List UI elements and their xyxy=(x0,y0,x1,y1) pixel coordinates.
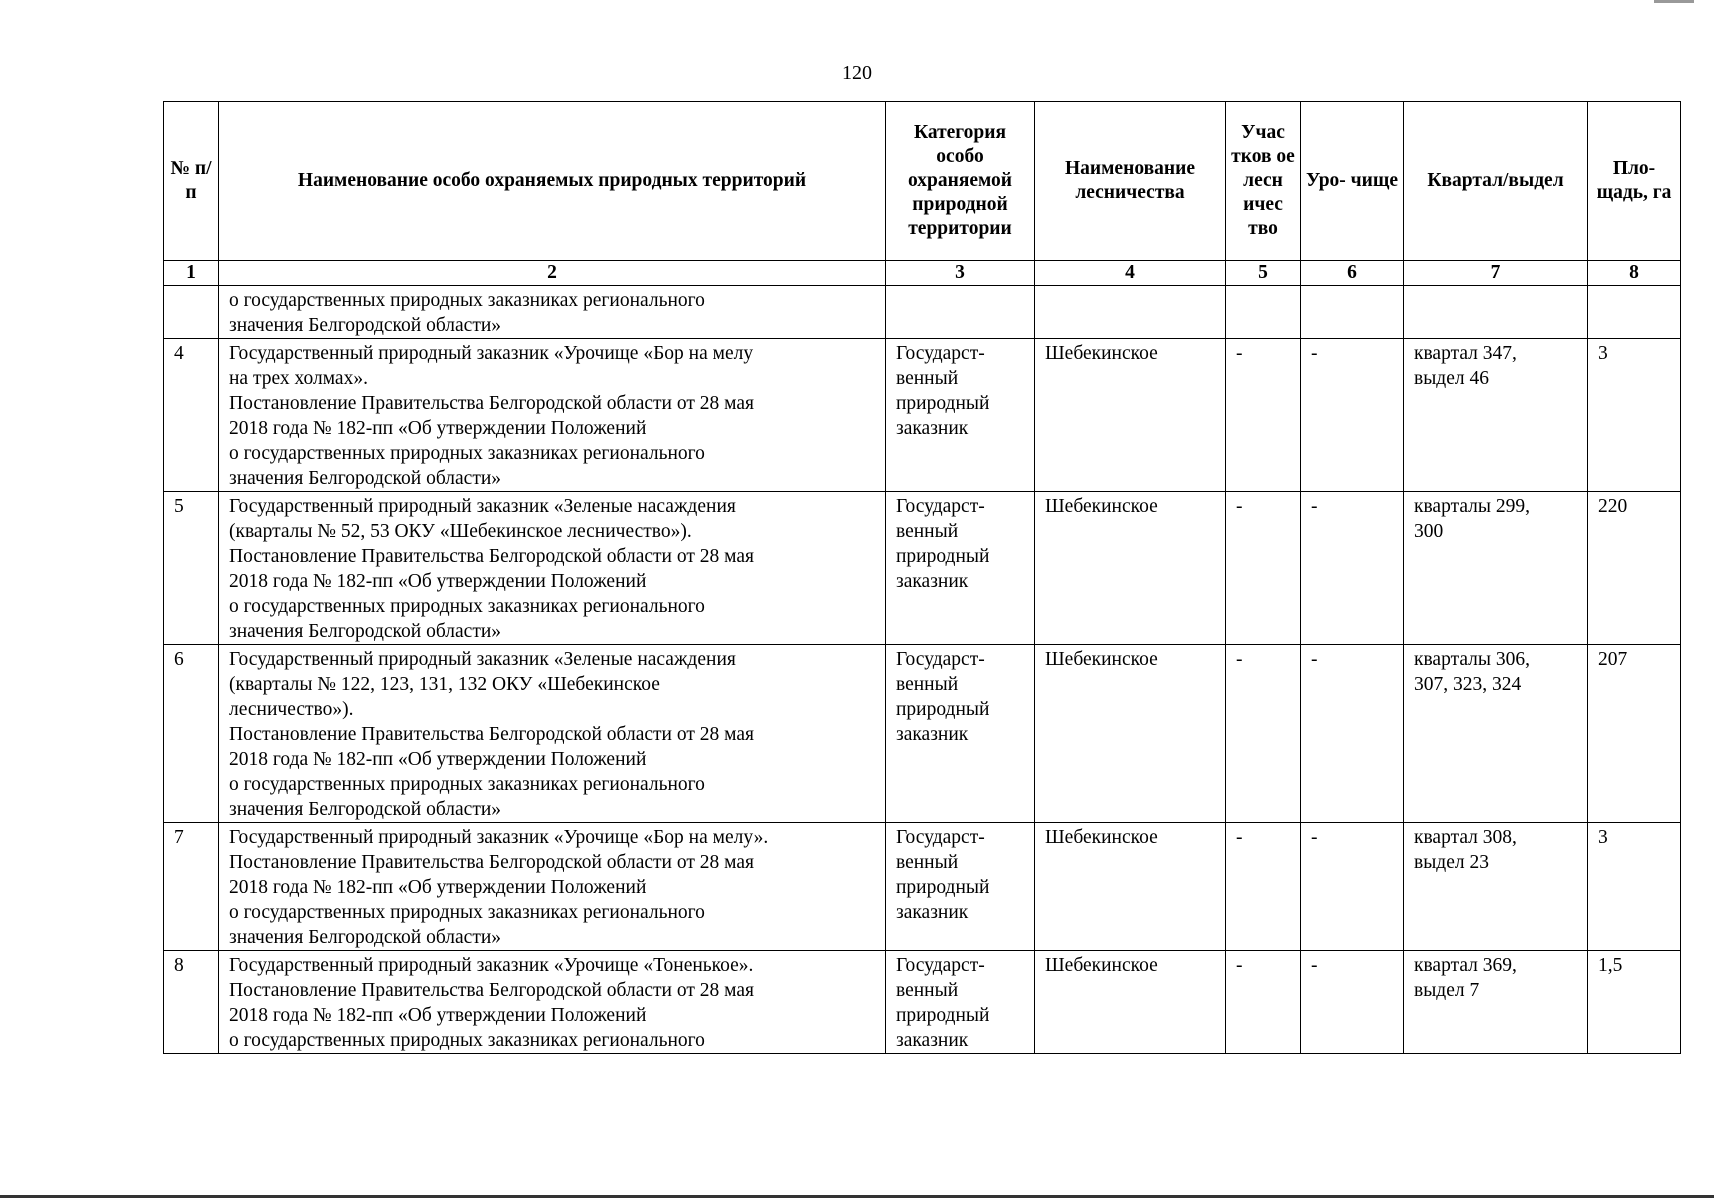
cell-tract: - xyxy=(1301,951,1404,1054)
cell-district: - xyxy=(1226,645,1301,823)
header-district-forestry: Учас тков ое лесн ичес тво xyxy=(1226,102,1301,261)
cell-name: Государственный природный заказник «Урочище «Бор на мелу на трех холмах». Постановление Правительства Белгородской области от 28 мая 2018 года № 182-пп «Об утверждении Положений о государственных природных заказниках регионального значения Белгородской области» xyxy=(219,339,886,492)
cell-quarter xyxy=(1404,286,1588,339)
header-category: Категория особо охраняемой природной территории xyxy=(886,102,1035,261)
cell-name: о государственных природных заказниках регионального значения Белгородской области» xyxy=(219,286,886,339)
column-number: 3 xyxy=(886,261,1035,286)
header-forestry: Наименование лесничества xyxy=(1035,102,1226,261)
cell-tract: - xyxy=(1301,339,1404,492)
cell-number: 8 xyxy=(164,951,219,1054)
column-number: 7 xyxy=(1404,261,1588,286)
cell-category: Государст- венный природный заказник xyxy=(886,492,1035,645)
column-number: 6 xyxy=(1301,261,1404,286)
cell-category xyxy=(886,286,1035,339)
cell-area: 220 xyxy=(1588,492,1681,645)
cell-forestry: Шебекинское xyxy=(1035,492,1226,645)
cell-quarter: квартал 308, выдел 23 xyxy=(1404,823,1588,951)
cell-category: Государст- венный природный заказник xyxy=(886,823,1035,951)
cell-forestry: Шебекинское xyxy=(1035,823,1226,951)
cell-area: 207 xyxy=(1588,645,1681,823)
table-row xyxy=(164,645,1681,823)
column-number: 8 xyxy=(1588,261,1681,286)
column-number: 4 xyxy=(1035,261,1226,286)
column-number: 1 xyxy=(164,261,219,286)
cell-category: Государст- венный природный заказник xyxy=(886,645,1035,823)
cell-name: Государственный природный заказник «Урочище «Тоненькое». Постановление Правительства Белгородской области от 28 мая 2018 года № 182-пп «Об утверждении Положений о государственных природных заказниках регионального xyxy=(219,951,886,1054)
cell-area: 3 xyxy=(1588,339,1681,492)
cell-forestry: Шебекинское xyxy=(1035,951,1226,1054)
cell-district: - xyxy=(1226,823,1301,951)
cell-number: 4 xyxy=(164,339,219,492)
cell-area xyxy=(1588,286,1681,339)
header-quarter: Квартал/выдел xyxy=(1404,102,1588,261)
cell-quarter: кварталы 306, 307, 323, 324 xyxy=(1404,645,1588,823)
page-number: 120 xyxy=(842,62,872,84)
cell-district: - xyxy=(1226,951,1301,1054)
cell-number: 6 xyxy=(164,645,219,823)
cell-category: Государст- венный природный заказник xyxy=(886,951,1035,1054)
table-row xyxy=(164,823,1681,951)
cell-forestry: Шебекинское xyxy=(1035,645,1226,823)
table-row xyxy=(164,951,1681,1054)
cell-area: 3 xyxy=(1588,823,1681,951)
cell-area: 1,5 xyxy=(1588,951,1681,1054)
cell-category: Государст- венный природный заказник xyxy=(886,339,1035,492)
cell-tract xyxy=(1301,286,1404,339)
cell-name: Государственный природный заказник «Зеленые насаждения (кварталы № 122, 123, 131, 132 ОКУ «Шебекинское лесничество»). Постановление Правительства Белгородской области от 28 мая 2018 года № 182-пп «Об утверждении Положений о государственных природных заказниках регионального значения Белгородской области» xyxy=(219,645,886,823)
cell-tract: - xyxy=(1301,645,1404,823)
table-row-continuation xyxy=(164,286,1681,339)
table-row xyxy=(164,339,1681,492)
table-row xyxy=(164,492,1681,645)
cell-number xyxy=(164,286,219,339)
header-name: Наименование особо охраняемых природных территорий xyxy=(219,102,886,261)
cell-quarter: кварталы 299, 300 xyxy=(1404,492,1588,645)
cell-forestry xyxy=(1035,286,1226,339)
cell-forestry: Шебекинское xyxy=(1035,339,1226,492)
cell-number: 7 xyxy=(164,823,219,951)
header-tract: Уро- чище xyxy=(1301,102,1404,261)
cell-quarter: квартал 347, выдел 46 xyxy=(1404,339,1588,492)
cell-name: Государственный природный заказник «Урочище «Бор на мелу». Постановление Правительства Белгородской области от 28 мая 2018 года № 182-пп «Об утверждении Положений о государственных природных заказниках регионального значения Белгородской области» xyxy=(219,823,886,951)
column-number: 5 xyxy=(1226,261,1301,286)
protected-areas-table xyxy=(163,101,1681,1054)
header-number: № п/п xyxy=(164,102,219,261)
cell-district xyxy=(1226,286,1301,339)
scan-bottom-edge xyxy=(0,1195,1714,1198)
header-area: Пло- щадь, га xyxy=(1588,102,1681,261)
cell-tract: - xyxy=(1301,492,1404,645)
scan-edge-mark xyxy=(1654,0,1694,3)
cell-district: - xyxy=(1226,492,1301,645)
cell-number: 5 xyxy=(164,492,219,645)
cell-tract: - xyxy=(1301,823,1404,951)
column-numbers-row xyxy=(164,261,1681,286)
cell-name: Государственный природный заказник «Зеленые насаждения (кварталы № 52, 53 ОКУ «Шебекинское лесничество»). Постановление Правительства Белгородской области от 28 мая 2018 года № 182-пп «Об утверждении Положений о государственных природных заказниках регионального значения Белгородской области» xyxy=(219,492,886,645)
cell-quarter: квартал 369, выдел 7 xyxy=(1404,951,1588,1054)
table-header-row xyxy=(164,102,1681,261)
cell-district: - xyxy=(1226,339,1301,492)
column-number: 2 xyxy=(219,261,886,286)
